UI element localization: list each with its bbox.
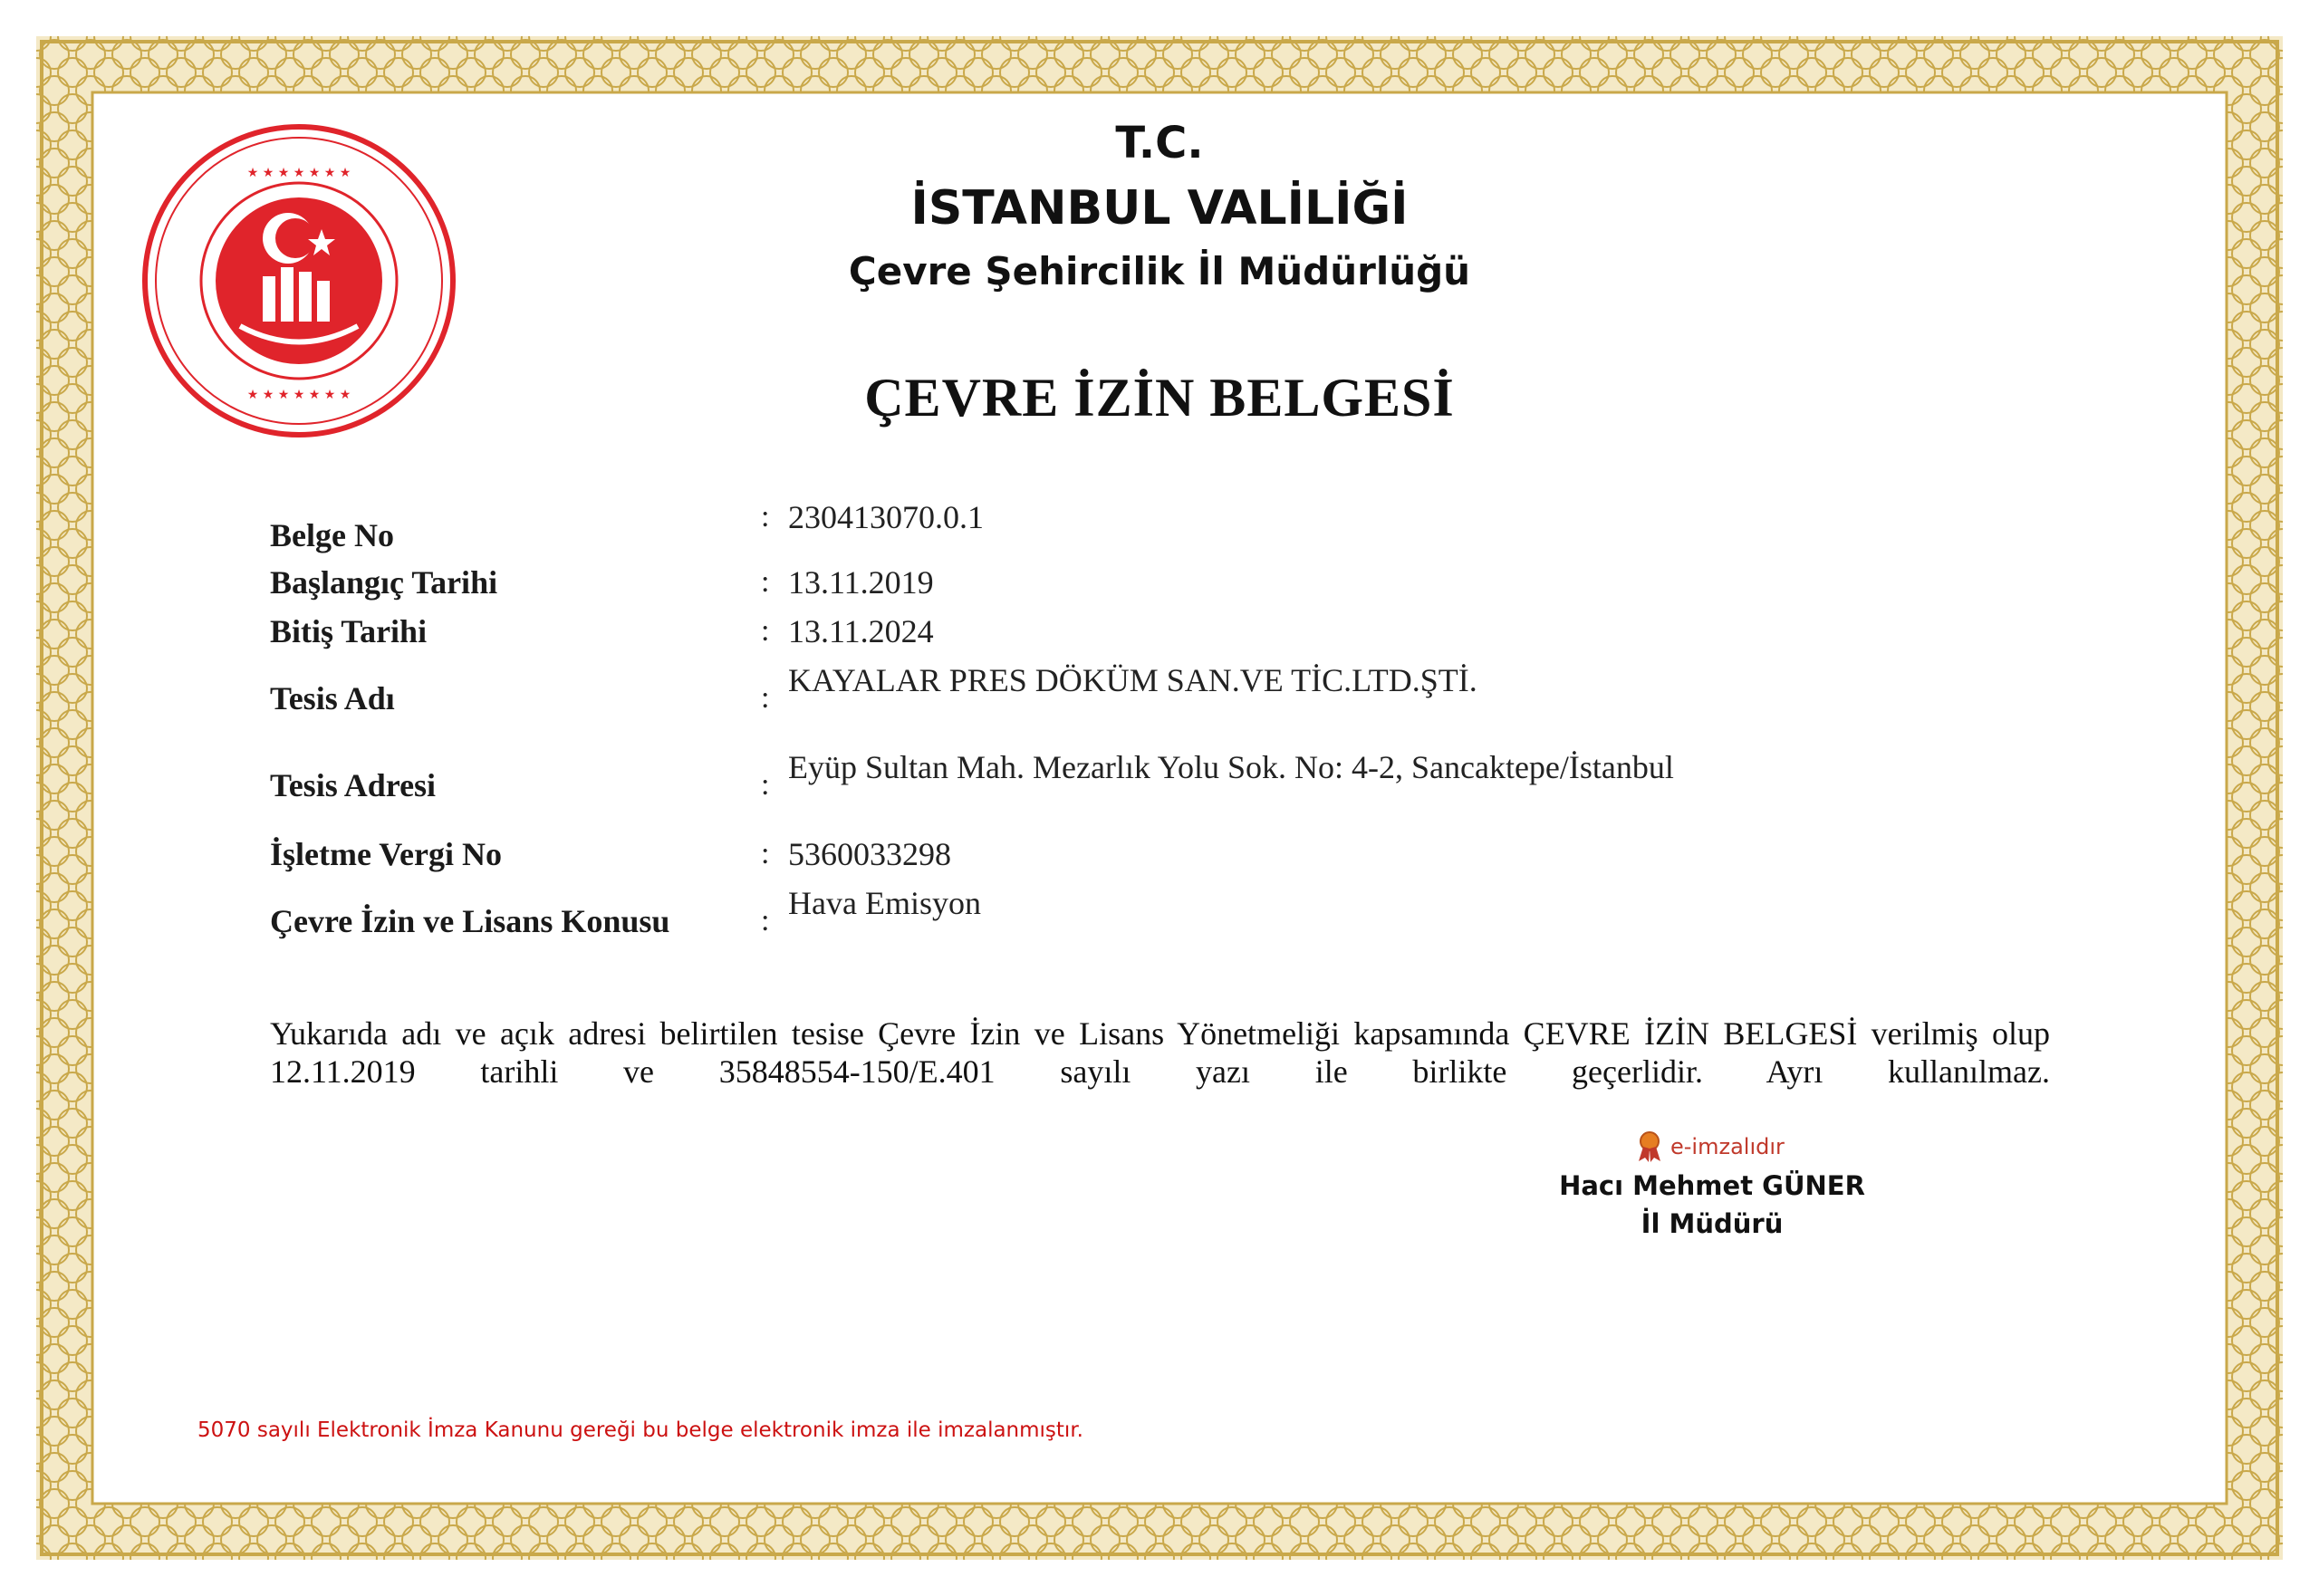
- field-value-permit-subject: Hava Emisyon: [788, 885, 981, 921]
- field-label-start-date: Başlangıç Tarihi: [270, 564, 498, 601]
- field-label-end-date: Bitiş Tarihi: [270, 613, 428, 649]
- field-label-facility-address: Tesis Adresi: [270, 767, 437, 803]
- validity-paragraph: [270, 1014, 2050, 1091]
- field-label-facility-name: Tesis Adı: [270, 680, 395, 716]
- field-colon: :: [761, 681, 770, 715]
- field-label-permit-subject: Çevre İzin ve Lisans Konusu: [270, 903, 670, 939]
- field-value-tax-no: 5360033298: [788, 836, 951, 872]
- field-colon: :: [761, 768, 770, 802]
- field-colon: :: [761, 904, 770, 937]
- esignature-law-note: 5070 sayılı Elektronik İmza Kanunu gereği bu belge elektronik imza ile imzalanmıştır.: [197, 1418, 1083, 1442]
- document-title: ÇEVRE İZİN BELGESİ: [864, 368, 1455, 428]
- field-value-start-date: 13.11.2019: [788, 564, 934, 601]
- field-colon: :: [761, 565, 770, 599]
- field-colon: :: [761, 837, 770, 870]
- header-governorship: İSTANBUL VALİLİĞİ: [910, 181, 1409, 236]
- svg-text:★ ★ ★ ★ ★ ★ ★: ★ ★ ★ ★ ★ ★ ★: [246, 166, 351, 180]
- field-label-belge-no: Belge No: [270, 517, 394, 553]
- signer-name: Hacı Mehmet GÜNER: [1559, 1170, 1865, 1201]
- field-label-tax-no: İşletme Vergi No: [270, 836, 502, 872]
- field-value-belge-no: 230413070.0.1: [788, 499, 984, 535]
- field-colon: :: [761, 500, 770, 534]
- field-colon: :: [761, 614, 770, 648]
- validity-line-2: 12.11.2019 tarihli ve 35848554-150/E.401 sayılı yazı ile birlikte geçerlidir. Ayrı kullanılmaz.: [270, 1053, 2050, 1090]
- svg-text:★ ★ ★ ★ ★ ★ ★: ★ ★ ★ ★ ★ ★ ★: [246, 388, 351, 402]
- header-directorate: Çevre Şehircilik İl Müdürlüğü: [848, 249, 1471, 293]
- field-value-facility-name: KAYALAR PRES DÖKÜM SAN.VE TİC.LTD.ŞTİ.: [788, 662, 1477, 698]
- header-tc: T.C.: [1115, 118, 1204, 168]
- esignature-badge: e-imzalıdır: [1670, 1134, 1785, 1159]
- ribbon-icon: [1636, 1130, 1663, 1163]
- signer-title: İl Müdürü: [1641, 1208, 1784, 1239]
- field-value-end-date: 13.11.2024: [788, 613, 934, 649]
- field-value-facility-address: Eyüp Sultan Mah. Mezarlık Yolu Sok. No: 4-2, Sancaktepe/İstanbul: [788, 749, 1674, 785]
- validity-line-1: Yukarıda adı ve açık adresi belirtilen tesise Çevre İzin ve Lisans Yönetmeliği kapsamında ÇEVRE İZİN BELGESİ verilmiş olup: [270, 1015, 2050, 1052]
